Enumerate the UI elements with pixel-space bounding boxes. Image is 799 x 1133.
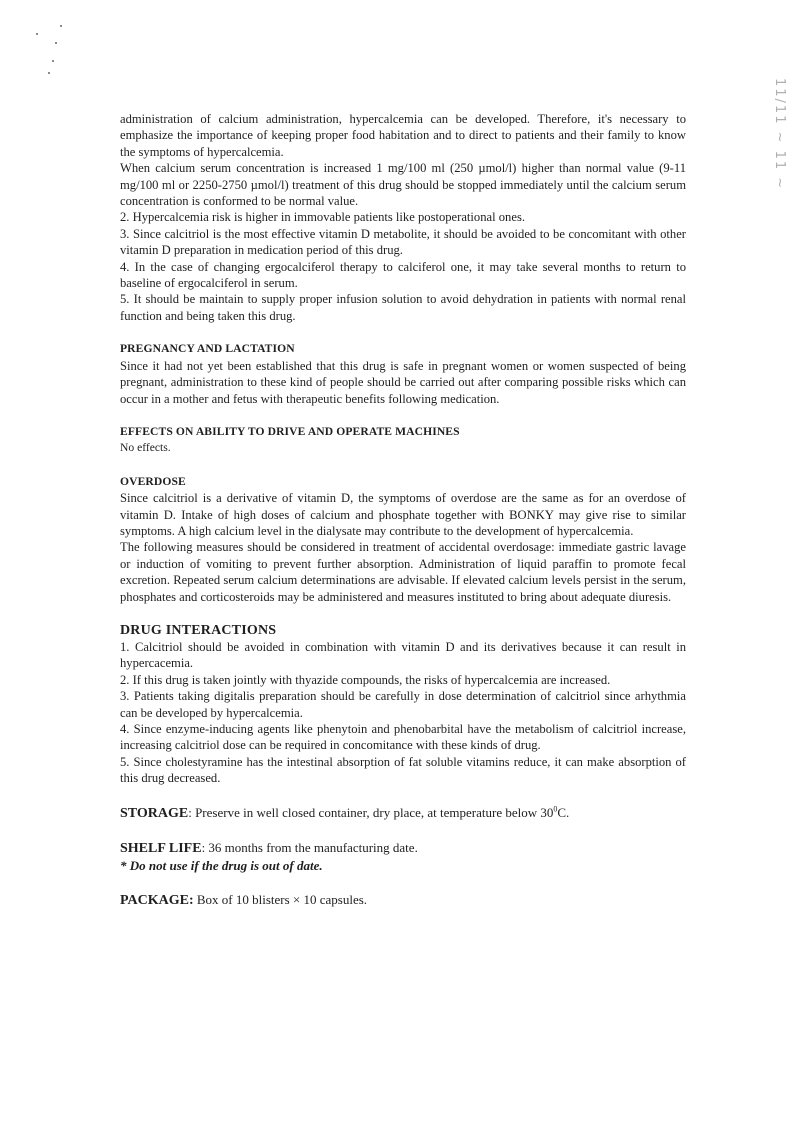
scan-speck	[36, 33, 38, 35]
shelf-life-text: : 36 months from the manufacturing date.	[201, 839, 418, 855]
paragraph: The following measures should be considered in treatment of accidental overdosage: immediate gastric lavage or induction of vomiting to prevent further absorption. Administration of liquid paraffin to promote fecal excretion. Repeated serum calcium determinations are advisable. If elevated calcium levels persist in the serum, phosphates and corticosteroids may be administered and measures instituted to bring about adequate diuresis.	[120, 540, 686, 604]
list-item: 5. It should be maintain to supply proper infusion solution to avoid dehydration in patients with normal renal function and being taken this drug.	[120, 292, 686, 323]
storage-line	[120, 804, 686, 822]
package-text: Box of 10 blisters × 10 capsules.	[193, 891, 368, 907]
list-item: 4. Since enzyme-inducing agents like phenytoin and phenobarbital have the metabolism of calcitriol increase, increasing calcitriol dose can be required in concomitance with these kinds of drug.	[120, 722, 686, 753]
section-heading: DRUG INTERACTIONS	[120, 622, 277, 638]
overdose-section	[120, 474, 686, 605]
document-page	[120, 111, 686, 926]
degree-sup: 0	[553, 804, 558, 814]
package-line	[120, 891, 686, 909]
list-item: 2. Hypercalcemia risk is higher in immovable patients like postoperational ones.	[120, 210, 525, 225]
scan-speck	[48, 72, 50, 74]
interactions-section	[120, 622, 686, 787]
scan-speck	[60, 25, 62, 27]
expiry-warning: * Do not use if the drug is out of date.	[120, 857, 323, 873]
precautions-continued	[120, 111, 686, 324]
storage-unit: C.	[557, 804, 570, 820]
list-item: 5. Since cholestyramine has the intestinal absorption of fat soluble vitamins reduce, it can make absorption of this drug decreased.	[120, 754, 686, 786]
shelf-life-label: SHELF LIFE	[120, 840, 202, 856]
list-item: 4. In the case of changing ergocalciferol therapy to calciferol one, it may take several months to return to baseline of ergocalciferol in serum.	[120, 259, 686, 291]
storage-section	[120, 804, 686, 822]
package-section	[120, 891, 686, 909]
paragraph: When calcium serum concentration is increased 1 mg/100 ml (250 µmol/l) higher than normal value (9-11 mg/100 ml or 2250-2750 µmol/l) treatment of this drug should be stopped immediately until the calcium serum concentration is conformed to be normal value.	[120, 161, 686, 209]
paragraph: No effects.	[120, 441, 171, 455]
shelf-life-section	[120, 839, 686, 874]
pregnancy-section	[120, 341, 686, 407]
paragraph: Since it had not yet been established that this drug is safe in pregnant women or women suspected of being pregnant, administration to these kind of people should be carried out after comparing possible risks which can occur in a mother and fetus with therapeutic benefits following medication.	[120, 358, 686, 406]
section-heading: PREGNANCY AND LACTATION	[120, 342, 295, 356]
section-heading: OVERDOSE	[120, 474, 186, 488]
list-item: 3. Since calcitriol is the most effective vitamin D metabolite, it should be avoided to be concomitant with other vitamin D preparation in medication period of this drug.	[120, 226, 686, 258]
scan-speck	[52, 60, 54, 62]
paragraph: administration of calcium administration, hypercalcemia can be developed. Therefore, it's necessary to emphasize the importance of keeping proper food habitation and to direct to patients and their family to know the symptoms of hypercalcemia.	[120, 112, 686, 159]
shelf-life-line	[120, 839, 686, 857]
package-label: PACKAGE:	[120, 892, 194, 908]
driving-section	[120, 424, 686, 457]
margin-handwriting: 11/11 ~ 11 ~	[772, 78, 787, 191]
list-item: 2. If this drug is taken jointly with thyazide compounds, the risks of hypercalcemia are increased.	[120, 672, 611, 687]
section-heading: EFFECTS ON ABILITY TO DRIVE AND OPERATE MACHINES	[120, 424, 460, 438]
list-item: 1. Calcitriol should be avoided in combination with vitamin D and its derivatives because it can result in hypercacemia.	[120, 639, 686, 671]
list-item: 3. Patients taking digitalis preparation should be carefully in dose determination of calcitriol since arhythmia can be developed by hypercalcemia.	[120, 689, 686, 720]
storage-label: STORAGE	[120, 805, 189, 821]
storage-text: : Preserve in well closed container, dry place, at temperature below 30	[188, 804, 554, 820]
scan-speck	[55, 42, 57, 44]
paragraph: Since calcitriol is a derivative of vitamin D, the symptoms of overdose are the same as for an overdose of vitamin D. Intake of high doses of calcium and phosphate together with BONKY may give rise to similar symptoms. A high calcium level in the dialysate may contribute to the development of hypercalcemia.	[120, 491, 686, 538]
